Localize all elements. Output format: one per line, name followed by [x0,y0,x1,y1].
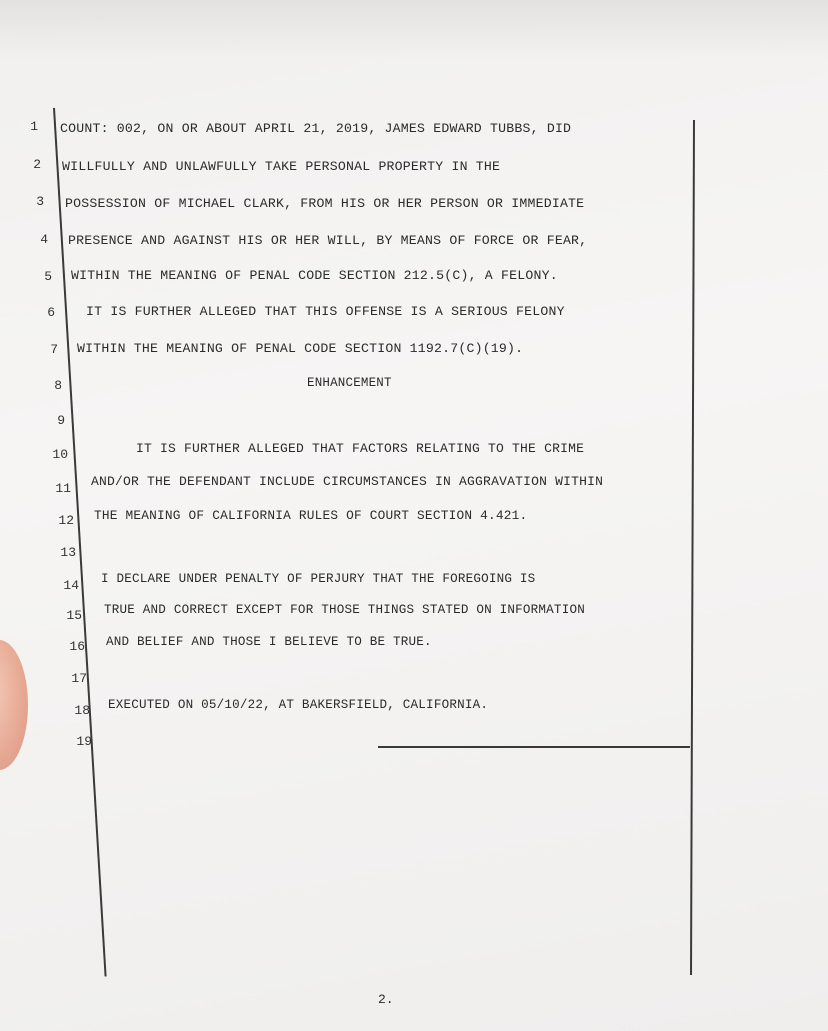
line-number-17: 17 [71,671,87,686]
line-number-1: 1 [30,119,38,134]
line-number-5: 5 [44,269,52,284]
heading-enhancement: ENHANCEMENT [307,376,392,390]
text-line-5: WITHIN THE MEANING OF PENAL CODE SECTION 212.5(C), A FELONY. [71,268,558,283]
text-line-4: PRESENCE AND AGAINST HIS OR HER WILL, BY MEANS OF FORCE OR FEAR, [68,233,588,248]
line-number-14: 14 [63,578,79,593]
line-number-7: 7 [50,342,58,357]
text-line-2: WILLFULLY AND UNLAWFULLY TAKE PERSONAL PROPERTY IN THE [62,159,501,174]
line-number-3: 3 [36,194,44,209]
text-line-1: COUNT: 002, ON OR ABOUT APRIL 21, 2019, JAMES EDWARD TUBBS, DID [60,121,572,136]
text-line-15: TRUE AND CORRECT EXCEPT FOR THOSE THINGS STATED ON INFORMATION [104,603,585,617]
text-line-7: WITHIN THE MEANING OF PENAL CODE SECTION 1192.7(C)(19). [77,341,524,356]
line-number-9: 9 [57,413,65,428]
text-line-12: THE MEANING OF CALIFORNIA RULES OF COURT SECTION 4.421. [94,508,528,523]
line-number-12: 12 [58,513,74,528]
text-line-6: IT IS FURTHER ALLEGED THAT THIS OFFENSE IS A SERIOUS FELONY [86,304,565,319]
line-number-10: 10 [52,447,68,462]
line-number-2: 2 [33,157,41,172]
text-line-3: POSSESSION OF MICHAEL CLARK, FROM HIS OR HER PERSON OR IMMEDIATE [65,196,585,211]
text-line-10: IT IS FURTHER ALLEGED THAT FACTORS RELATING TO THE CRIME [136,441,585,456]
text-line-11: AND/OR THE DEFENDANT INCLUDE CIRCUMSTANCES IN AGGRAVATION WITHIN [91,474,604,489]
line-number-8: 8 [54,378,62,393]
page-shadow [0,0,828,60]
line-number-6: 6 [47,305,55,320]
line-number-13: 13 [60,545,76,560]
line-number-16: 16 [69,639,85,654]
text-line-14: I DECLARE UNDER PENALTY OF PERJURY THAT THE FOREGOING IS [101,572,536,586]
line-number-19: 19 [76,734,92,749]
right-margin-rule [690,120,694,975]
page-number: 2. [378,992,394,1007]
text-line-16: AND BELIEF AND THOSE I BELIEVE TO BE TRUE. [106,635,432,649]
text-line-18: EXECUTED ON 05/10/22, AT BAKERSFIELD, CALIFORNIA. [108,698,489,712]
line-number-15: 15 [66,608,82,623]
line-number-18: 18 [74,703,90,718]
line-number-11: 11 [55,481,71,496]
signature-line [378,746,690,748]
line-number-4: 4 [40,232,48,247]
